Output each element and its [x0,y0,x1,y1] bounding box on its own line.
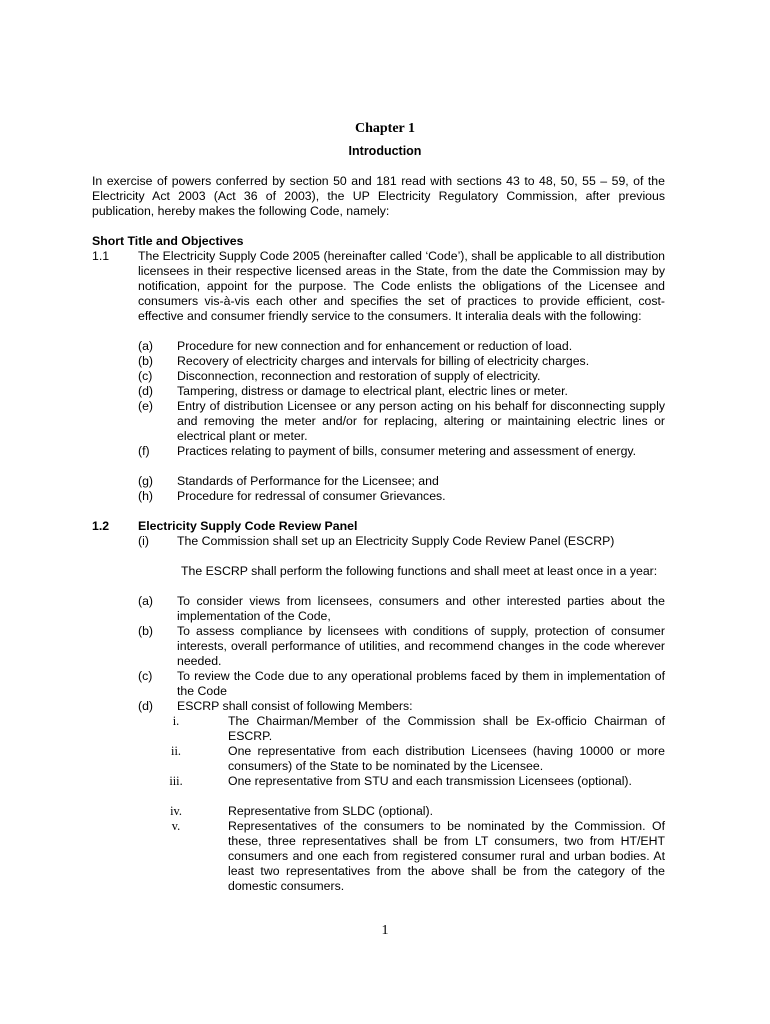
list-item-label: (b) [138,624,154,638]
list-item-label: (d) [138,384,154,398]
clause-1-1-text: The Electricity Supply Code 2005 (hereinafter called ‘Code’), shall be applicable to all distribution licensees in their respective licensed areas in the State, from the date the Commission may by notification, appoint for the purpose. The Code enlists the obligations of the Licensee and consumers vis-à-vis each other and specifies the set of practices to provide efficient, cost-effective and consumer friendly service to the consumers. It interalia deals with the following: [138,249,665,323]
preamble-paragraph: In exercise of powers conferred by section 50 and 181 read with sections 43 to 48, 50, 55 – 59, of the Electricity Act 2003 (Act 36 of 2003), the UP Electricity Regulatory Commission, after previous publication, hereby makes the following Code, namely: [92,174,665,218]
member-item-label: iv. [170,804,182,818]
member-item-text: One representative from each distribution Licensees (having 10000 or more consumers) of the State to be nominated by the Licensee. [228,744,665,773]
list-item-text: Disconnection, reconnection and restoration of supply of electricity. [177,369,541,383]
list-item-label: (a) [138,594,154,608]
list-item-text: ESCRP shall consist of following Members: [177,699,413,713]
list-item-text: The Commission shall set up an Electricity Supply Code Review Panel (ESCRP) [177,534,615,548]
member-item-label: i. [172,714,180,728]
clause-1-2-heading: Electricity Supply Code Review Panel [138,519,358,533]
list-item-text: To assess compliance by licensees with conditions of supply, protection of consumer interests, overall performance of utilities, and recommend changes in the code wherever needed. [177,624,665,668]
list-item-label: (c) [138,669,153,683]
list-item-label: (b) [138,354,154,368]
member-item-text: Representatives of the consumers to be nominated by the Commission. Of these, three representatives shall be from LT consumers, two from HT/EHT consumers and one each from registered consumer rural and urban bodies. At least two representatives from the above shall be from the category of the domestic consumers. [228,819,665,893]
list-item-text: Procedure for new connection and for enhancement or reduction of load. [177,339,573,353]
member-item-label: v. [171,819,181,833]
list-item-label: (f) [138,444,150,458]
list-item-text: Procedure for redressal of consumer Grievances. [177,489,446,503]
member-item-label: iii. [169,774,183,788]
list-item-label: (i) [138,534,149,548]
member-item-text: One representative from STU and each transmission Licensees (optional). [228,774,632,788]
functions-intro: The ESCRP shall perform the following functions and shall meet at least once in a year: [181,564,658,578]
list-item-text: Tampering, distress or damage to electrical plant, electric lines or meter. [177,384,568,398]
member-item-label: ii. [171,744,181,758]
list-item-text: Recovery of electricity charges and intervals for billing of electricity charges. [177,354,590,368]
clause-1-1-number: 1.1 [92,249,110,263]
list-item-text: Entry of distribution Licensee or any person acting on his behalf for disconnecting supply and removing the meter and/or for replacing, altering or maintaining electric lines or electrical plant or meter. [177,399,665,443]
list-item-text: Standards of Performance for the Licensee; and [177,474,439,488]
list-item-label: (g) [138,474,154,488]
clause-1-2-number: 1.2 [92,519,110,533]
list-item-label: (e) [138,399,154,413]
list-item-label: (a) [138,339,154,353]
list-item-text: Practices relating to payment of bills, consumer metering and assessment of energy. [177,444,637,458]
chapter-title: Chapter 1 [354,121,416,136]
member-item-text: The Chairman/Member of the Commission shall be Ex-officio Chairman of ESCRP. [228,714,665,743]
list-item-text: To consider views from licensees, consumers and other interested parties about the implementation of the Code, [177,594,665,623]
list-item-label: (c) [138,369,153,383]
section-title: Introduction [348,144,422,158]
short-title-heading: Short Title and Objectives [92,234,244,248]
list-item-label: (d) [138,699,154,713]
list-item-text: To review the Code due to any operational problems faced by them in implementation of the Code [177,669,665,698]
list-item-label: (h) [138,489,154,503]
page-number: 1 [381,923,389,938]
member-item-text: Representative from SLDC (optional). [228,804,434,818]
